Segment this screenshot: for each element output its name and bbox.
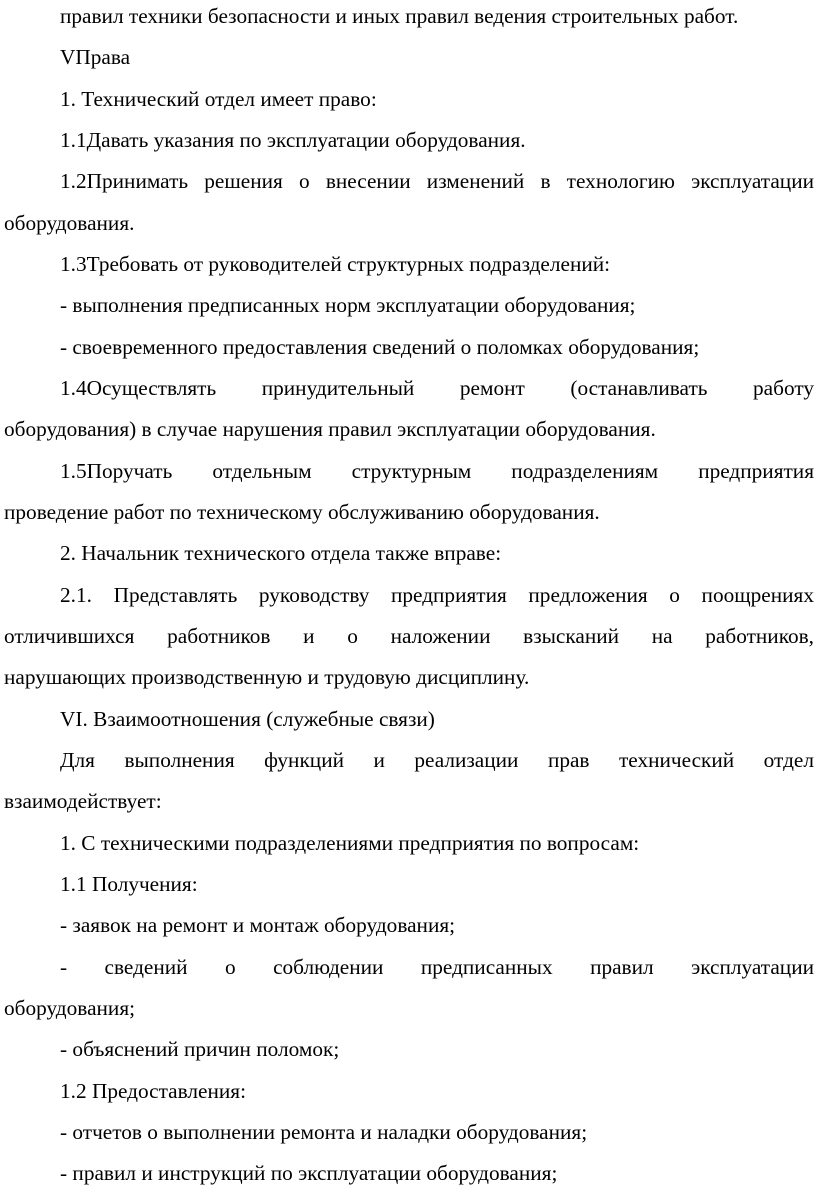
text-line: 1.2 Предоставления: [60,1079,246,1103]
text-line: 1.4Осуществлять принудительный ремонт (останавливать работу [60,376,814,400]
text-line: 1.2Принимать решения о внесении изменений в технологию эксплуатации [60,169,814,193]
text-line: нарушающих производственную и трудовую дисциплину. [4,665,530,689]
text-line: оборудования; [4,996,136,1020]
text-line: оборудования) в случае нарушения правил эксплуатации оборудования. [4,417,656,441]
text-line: - выполнения предписанных норм эксплуатации оборудования; [60,293,636,317]
text-line: - объяснений причин поломок; [60,1037,340,1061]
text-line: 1.5Поручать отдельным структурным подразделениям предприятия [60,459,814,483]
text-line: 1. Технический отдел имеет право: [60,87,377,111]
text-line: - правил и инструкций по эксплуатации оборудования; [60,1161,558,1185]
text-line: - заявок на ремонт и монтаж оборудования; [60,913,456,937]
text-line: 1. С техническими подразделениями предприятия по вопросам: [60,831,640,855]
text-line: 2.1. Представлять руководству предприятия предложения о поощрениях [60,583,814,607]
text-line: - отчетов о выполнении ремонта и наладки оборудования; [60,1120,588,1144]
text-line: правил техники безопасности и иных правил ведения строительных работ. [60,4,739,28]
text-line: Для выполнения функций и реализации прав технический отдел [60,748,814,772]
text-line: 2. Начальник технического отдела также вправе: [60,541,502,565]
section-heading: VПрава [60,45,131,69]
text-line: 1.1Давать указания по эксплуатации оборудования. [60,128,526,152]
text-line: 1.3Требовать от руководителей структурных подразделений: [60,252,611,276]
text-line: взаимодействует: [4,789,162,813]
text-line: проведение работ по техническому обслуживанию оборудования. [4,500,600,524]
text-line: 1.1 Получения: [60,872,198,896]
section-heading: VI. Взаимоотношения (служебные связи) [60,707,435,731]
text-line: отличившихся работников и о наложении взысканий на работников, [4,624,814,648]
text-line: - сведений о соблюдении предписанных правил эксплуатации [60,955,814,979]
text-line: оборудования. [4,211,135,235]
text-line: - своевременного предоставления сведений о поломках оборудования; [60,335,700,359]
